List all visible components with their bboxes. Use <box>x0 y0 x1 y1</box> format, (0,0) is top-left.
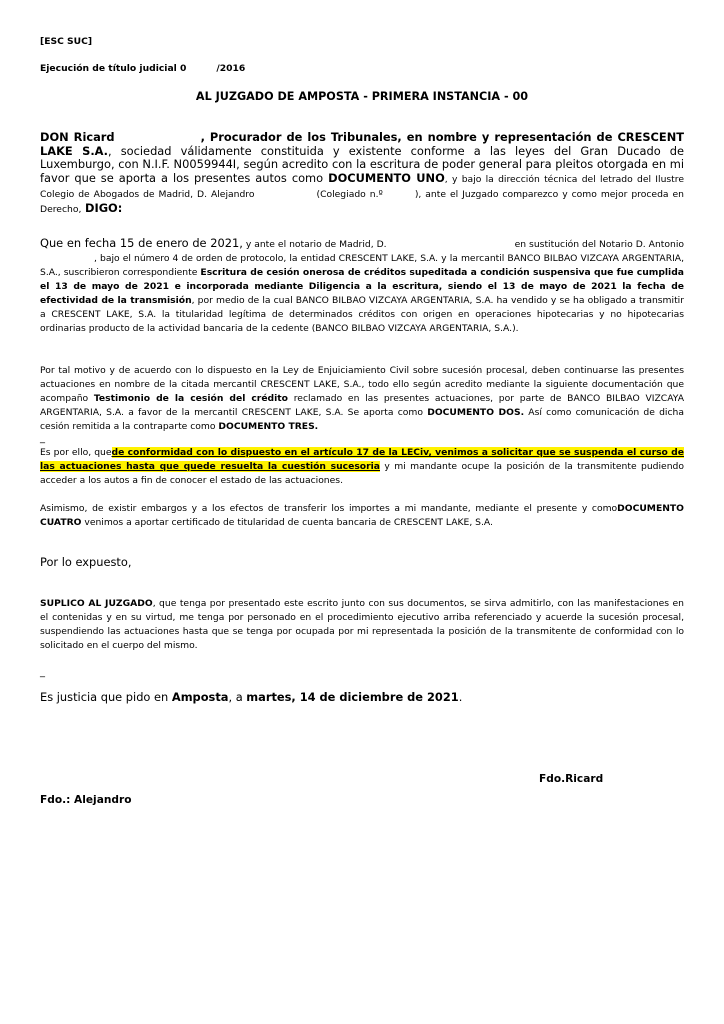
separator-dash: _ <box>40 433 45 444</box>
intro-paragraph: DON Ricard , Procurador de los Tribunales, en nombre y representación de CRESCENT LAKE S.A., sociedad válidamente constituida y existente conforme a las leyes del Gran Ducado de Luxemburgo, con N.I.F. N0059944I, según acredito con la escritura de poder general para pleitos otorgada en mi favor que se aporta a los presentes autos como DOCUMENTO UNO, y bajo la dirección técnica del letrado del Ilustre Colegio de Abogados de Madrid, D. Alejandro (Colegiado n.º ), ante el Juzgado comparezco y como mejor proceda en Derecho, DIGO: <box>40 130 685 215</box>
closing-line: Es justicia que pido en Amposta, a martes, 14 de diciembre de 2021. <box>40 690 463 704</box>
paragraph-suspension: Es por ello, quede conformidad con lo dispuesto en el artículo 17 de la LECiv, venimos a solicitar que se suspenda el curso de las actuaciones hasta que quede resuelta la cuestión sucesoria y mi mandante ocupe la posición de la transmitente pudiendo acceder a los autos a fin de conocer el estado de las actuaciones. <box>40 447 684 486</box>
ejecucion-line: Ejecución de título judicial 0 /2016 <box>40 63 246 74</box>
signature-procurador: Fdo.Ricard <box>539 773 604 785</box>
signature-letrado: Fdo.: Alejandro <box>40 794 132 806</box>
suplico-paragraph: SUPLICO AL JUZGADO, que tenga por presentado este escrito junto con sus documentos, se sirva admitirlo, con las manifestaciones en el contenidas y en su virtud, me tenga por personado en el procedimiento ejecutivo arriba referenciado y acuerde la sucesión procesal, suspendiendo las actuaciones hasta que se tenga por ocupada por mi representada la posición de la transmitente de conformidad con lo solicitado en el cuerpo del mismo. <box>40 598 684 651</box>
highlighted-request: de conformidad con lo dispuesto en el artículo 17 de la LECiv, venimos a solicitar que se suspenda el curso de las actuaciones hasta que quede resuelta la cuestión sucesoria <box>40 447 684 472</box>
paragraph-sucesion: Por tal motivo y de acuerdo con lo dispuesto en la Ley de Enjuiciamiento Civil sobre sucesión procesal, deben continuarse las presentes actuaciones en nombre de la citada mercantil CRESCENT LAKE, S.A., todo ello según acredito mediante la siguiente documentación que acompaño Testimonio de la cesión del crédito reclamado en las presentes actuaciones, por parte de BANCO BILBAO VIZCAYA ARGENTARIA, S.A. a favor de la mercantil CRESCENT LAKE, S.A. Se aporta como DOCUMENTO DOS. Así como comunicación de dicha cesión remitida a la contraparte como DOCUMENTO TRES. <box>40 365 684 432</box>
por-lo-expuesto: Por lo expuesto, <box>40 555 132 569</box>
separator-dash: _ <box>40 667 45 678</box>
document-ref: [ESC SUC] <box>40 36 93 47</box>
paragraph-documento-cuatro: Asimismo, de existir embargos y a los efectos de transferir los importes a mi mandante, mediante el presente y comoDOCUMENTO CUATRO venimos a aportar certificado de titularidad de cuenta bancaria de CRESCENT LAKE, S.A. <box>40 503 684 528</box>
paragraph-cesion: Que en fecha 15 de enero de 2021, y ante el notario de Madrid, D. en sustitución del Notario D. Antonio, bajo el número 4 de orden de protocolo, la entidad CRESCENT LAKE, S.A. y la mercantil BANCO BILBAO VIZCAYA ARGENTARIA, S.A., suscribieron correspondiente Escritura de cesión onerosa de créditos supeditada a condición suspensiva que fue cumplida el 13 de mayo de 2021 e incorporada mediante Diligencia a la escritura, siendo el 13 de mayo de 2021 la fecha de efectividad de la transmisión, por medio de la cual BANCO BILBAO VIZCAYA ARGENTARIA, S.A. ha vendido y se ha obligado a transmitir a CRESCENT LAKE, S.A. la titularidad legítima de determinados créditos con origen en operaciones hipotecarias y no hipotecarias ordinarias producto de la actividad bancaria de la cedente (BANCO BILBAO VIZCAYA ARGENTARIA, S.A.). <box>40 236 684 334</box>
court-heading: AL JUZGADO DE AMPOSTA - PRIMERA INSTANCIA - 00 <box>195 90 529 103</box>
